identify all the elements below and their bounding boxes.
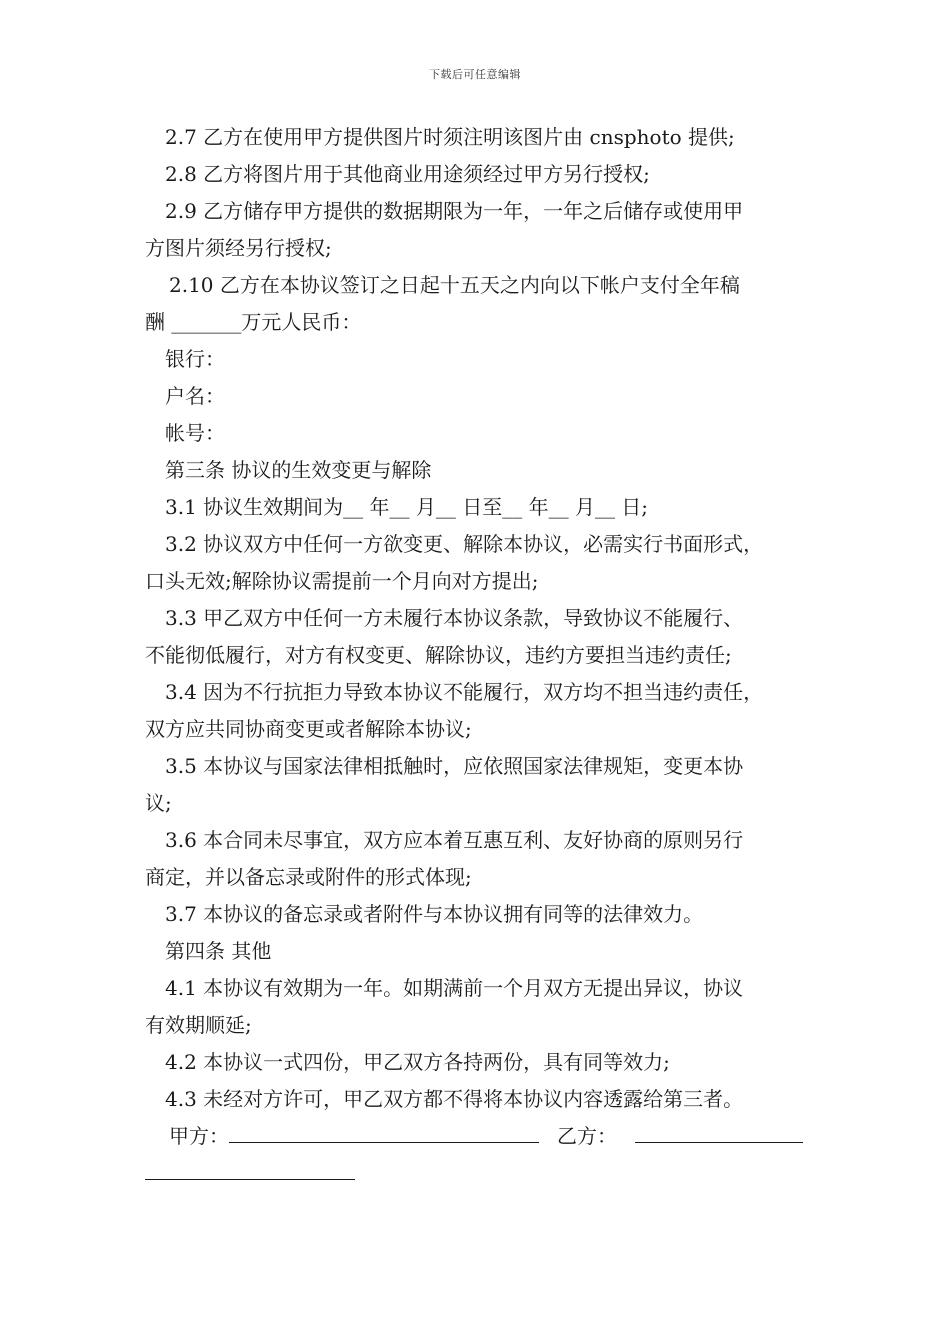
contract-body xyxy=(145,119,813,1192)
clause-2-10-line-1: 2.10 乙方在本协议签订之日起十五天之内向以下帐户支付全年稿 xyxy=(169,273,740,297)
clause-4-1-line-1: 4.1 本协议有效期为一年。如期满前一个月双方无提出异议，协议 xyxy=(165,976,744,1000)
clause-3-4-line-1: 3.4 因为不行抗拒力导致本协议不能履行，双方均不担当违约责任， xyxy=(165,680,764,704)
party-a-label: 甲方： xyxy=(169,1124,229,1148)
clause-3-7: 3.7 本协议的备忘录或者附件与本协议拥有同等的法律效力。 xyxy=(165,902,704,926)
clause-3-4-line-2: 双方应共同协商变更或者解除本协议; xyxy=(145,717,472,741)
signature-continuation-row xyxy=(145,1155,813,1192)
article-3-heading: 第三条 协议的生效变更与解除 xyxy=(165,458,432,482)
clause-2-9-line-2: 方图片须经另行授权; xyxy=(145,236,332,260)
clause-3-1: 3.1 协议生效期间为__ 年__ 月__ 日至__ 年__ 月__ 日; xyxy=(165,495,649,519)
clause-4-2: 4.2 本协议一式四份，甲乙双方各持两份，具有同等效力; xyxy=(165,1050,670,1074)
clause-3-3-line-1: 3.3 甲乙双方中任何一方未履行本协议条款，导致协议不能履行、 xyxy=(165,606,744,630)
clause-2-7: 2.7 乙方在使用甲方提供图片时须注明该图片由 cnsphoto 提供; xyxy=(165,125,735,149)
party-b-signature-line-continued[interactable] xyxy=(145,1161,355,1180)
article-4-heading: 第四条 其他 xyxy=(165,939,272,963)
clause-2-10-line-2: 酬 _______万元人民币： xyxy=(145,310,362,334)
clause-2-8: 2.8 乙方将图片用于其他商业用途须经过甲方另行授权; xyxy=(165,162,650,186)
clause-2-9-line-1: 2.9 乙方储存甲方提供的数据期限为一年，一年之后储存或使用甲 xyxy=(165,199,744,223)
clause-4-1-line-2: 有效期顺延; xyxy=(145,1013,252,1037)
clause-3-2-line-2: 口头无效;解除协议需提前一个月向对方提出; xyxy=(145,569,539,593)
clause-3-2-line-1: 3.2 协议双方中任何一方欲变更、解除本协议，必需实行书面形式， xyxy=(165,532,764,556)
party-b-label: 乙方： xyxy=(557,1124,617,1148)
clause-3-6-line-2: 商定，并以备忘录或附件的形式体现; xyxy=(145,865,472,889)
clause-3-5-line-1: 3.5 本协议与国家法律相抵触时，应依照国家法律规矩，变更本协 xyxy=(165,754,744,778)
party-a-signature-line[interactable] xyxy=(229,1124,539,1143)
clause-3-3-line-2: 不能彻低履行，对方有权变更、解除协议，违约方要担当违约责任; xyxy=(145,643,732,667)
bank-label: 银行： xyxy=(165,347,225,371)
clause-3-5-line-2: 议; xyxy=(145,791,172,815)
signature-row xyxy=(145,1118,813,1155)
clause-4-3: 4.3 未经对方许可，甲乙双方都不得将本协议内容透露给第三者。 xyxy=(165,1087,744,1111)
page-header-note: 下载后可任意编辑 xyxy=(429,68,521,81)
account-number-label: 帐号： xyxy=(165,421,225,445)
account-name-label: 户名： xyxy=(165,384,225,408)
clause-3-6-line-1: 3.6 本合同未尽事宜，双方应本着互惠互利、友好协商的原则另行 xyxy=(165,828,744,852)
party-b-signature-line[interactable] xyxy=(635,1124,803,1143)
